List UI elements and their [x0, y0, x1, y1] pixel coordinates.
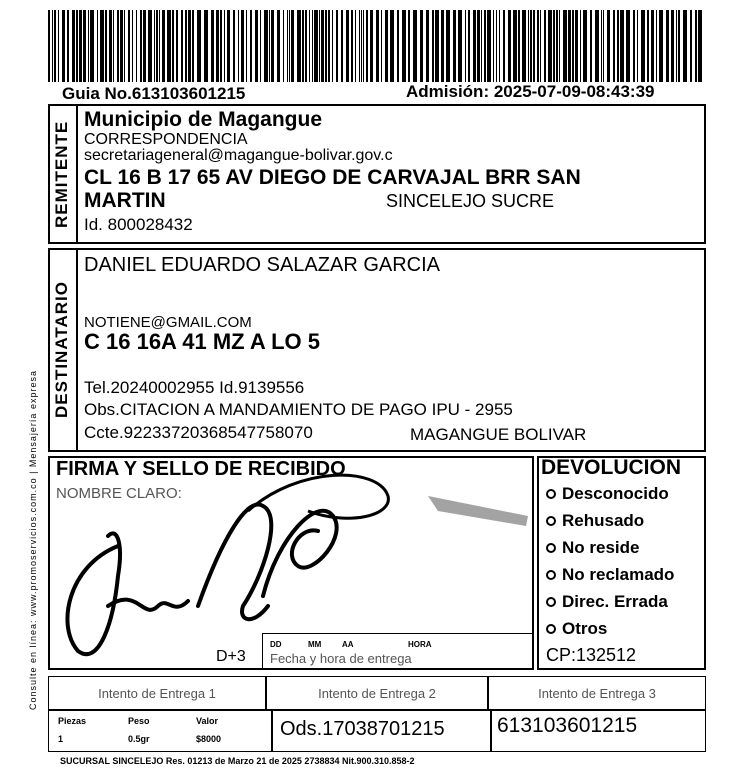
barcode-bar — [148, 10, 152, 82]
barcode-bar — [580, 10, 581, 82]
barcode-bar — [250, 10, 252, 82]
barcode-bar — [468, 10, 470, 82]
barcode-bar — [277, 10, 280, 82]
barcode-bar — [481, 10, 482, 82]
intento-1: Intento de Entrega 1 — [48, 676, 266, 710]
barcode-bar — [105, 10, 107, 82]
barcode-bar — [181, 10, 183, 82]
barcode-bar — [72, 10, 75, 82]
barcode-bar — [120, 10, 123, 82]
barcode-bar — [154, 10, 155, 82]
barcode-bar — [572, 10, 574, 82]
barcode-bar — [291, 10, 294, 82]
barcode-bar — [493, 10, 494, 82]
barcode-bar — [140, 10, 142, 82]
barcode-bar — [76, 10, 78, 82]
cp-code: CP:132512 — [546, 645, 637, 665]
side-info-text: Consulte en línea: www.promoservicios.com.co | Mensajería expresa — [28, 370, 38, 710]
barcode-bar — [185, 10, 187, 82]
barcode-bar — [83, 10, 86, 82]
barcode-bar — [641, 10, 645, 82]
barcode-bar — [271, 10, 274, 82]
barcode-bar — [100, 10, 104, 82]
barcode-bar — [575, 10, 578, 82]
barcode-bar — [297, 10, 301, 82]
piezas-label: Piezas — [58, 716, 87, 726]
barcode-bar — [432, 10, 434, 82]
barcode-bar — [617, 10, 619, 82]
barcode-bar — [533, 10, 535, 82]
barcode-bar — [332, 10, 333, 82]
barcode-bar — [224, 10, 225, 82]
barcode-bar — [477, 10, 480, 82]
barcode-bar — [227, 10, 230, 82]
barcode-bar — [698, 10, 702, 82]
barcode-bar — [97, 10, 98, 82]
barcode-bar — [637, 10, 638, 82]
barcode-bar — [128, 10, 130, 82]
barcode-bar — [666, 10, 669, 82]
barcode-bar — [402, 10, 406, 82]
barcode-bar — [241, 10, 244, 82]
barcode-bar — [603, 10, 604, 82]
barcode-bar — [197, 10, 201, 82]
barcode-bar — [651, 10, 654, 82]
barcode-bar — [124, 10, 125, 82]
date-label-dd: DD — [270, 640, 282, 649]
barcode-bar — [465, 10, 466, 82]
barcode-bar — [426, 10, 429, 82]
barcode-bar — [346, 10, 349, 82]
valor-value: $8000 — [196, 734, 222, 744]
intento-3: Intento de Entrega 3 — [488, 676, 706, 710]
devolucion-options — [546, 480, 704, 642]
barcode-bar — [159, 10, 160, 82]
destinatario-obs: Obs.CITACION A MANDAMIENTO DE PAGO IPU - 2955 — [84, 400, 513, 419]
barcode-bar — [659, 10, 663, 82]
peso-value: 0.5gr — [128, 734, 150, 744]
barcode-bar — [117, 10, 119, 82]
barcode-bar — [559, 10, 560, 82]
barcode-bar — [113, 10, 114, 82]
option-otros[interactable] — [546, 615, 704, 642]
barcode-bar — [363, 10, 364, 82]
barcode-bar — [136, 10, 137, 82]
barcode-bar — [683, 10, 687, 82]
barcode — [48, 10, 703, 82]
barcode-bar — [676, 10, 677, 82]
destinatario-address: C 16 16A 41 MZ A LO 5 — [84, 329, 320, 354]
barcode-bar — [553, 10, 555, 82]
barcode-bar — [283, 10, 284, 82]
bottom-divider-2 — [490, 710, 492, 752]
barcode-bar — [204, 10, 208, 82]
barcode-bar — [656, 10, 657, 82]
barcode-bar — [172, 10, 174, 82]
destinatario-ccte: Ccte.92233720368547758070 — [84, 423, 313, 442]
barcode-bar — [435, 10, 439, 82]
barcode-bar — [530, 10, 532, 82]
barcode-bar — [319, 10, 320, 82]
barcode-bar — [48, 10, 50, 82]
option-label: Rehusado — [562, 510, 645, 530]
date-label-mm: MM — [308, 640, 322, 649]
radio-icon — [546, 597, 556, 607]
ods-number: Ods.17038701215 — [280, 718, 445, 740]
option-label: Direc. Errada — [562, 591, 668, 611]
barcode-bar — [351, 10, 353, 82]
radio-icon — [546, 624, 556, 634]
barcode-bar — [544, 10, 546, 82]
barcode-bar — [314, 10, 318, 82]
barcode-bar — [289, 10, 290, 82]
barcode-bar — [233, 10, 235, 82]
barcode-bar — [390, 10, 394, 82]
barcode-bar — [601, 10, 602, 82]
barcode-bar — [132, 10, 133, 82]
destinatario-email: NOTIENE@GMAIL.COM — [84, 314, 252, 331]
radio-icon — [546, 543, 556, 553]
barcode-bar — [446, 10, 450, 82]
barcode-bar — [192, 10, 194, 82]
date-label-aa: AA — [342, 640, 354, 649]
remitente-name: Municipio de Magangue — [84, 108, 323, 131]
barcode-bar — [255, 10, 258, 82]
remitente-address-line2: MARTIN — [84, 189, 166, 212]
barcode-bar — [359, 10, 360, 82]
option-direc-errada[interactable] — [546, 588, 704, 615]
barcode-bar — [156, 10, 158, 82]
barcode-bar — [647, 10, 649, 82]
remitente-label: REMITENTE — [52, 120, 71, 228]
barcode-bar — [238, 10, 239, 82]
barcode-bar — [563, 10, 567, 82]
barcode-bar — [413, 10, 417, 82]
barcode-bar — [513, 10, 517, 82]
barcode-bar — [671, 10, 674, 82]
barcode-bar — [441, 10, 444, 82]
date-label-hora: HORA — [408, 640, 432, 649]
devolucion-title: DEVOLUCION — [541, 456, 682, 479]
option-label: No reside — [562, 537, 640, 557]
barcode-bar — [508, 10, 511, 82]
barcode-bar — [220, 10, 222, 82]
remitente-id: Id. 800028432 — [84, 215, 193, 234]
signature — [48, 456, 534, 670]
barcode-bar — [143, 10, 146, 82]
radio-icon — [546, 516, 556, 526]
barcode-bar — [355, 10, 356, 82]
barcode-bar — [613, 10, 615, 82]
barcode-bar — [260, 10, 261, 82]
barcode-bar — [67, 10, 69, 82]
remitente-divider — [76, 104, 78, 244]
option-rehusado[interactable] — [546, 507, 704, 534]
option-no-reside[interactable] — [546, 534, 704, 561]
barcode-bar — [88, 10, 89, 82]
barcode-bar — [678, 10, 680, 82]
barcode-bar — [487, 10, 491, 82]
option-label: Desconocido — [562, 483, 669, 503]
remitente-email: secretariageneral@magangue-bolivar.gov.c — [84, 147, 393, 164]
valor-label: Valor — [196, 716, 219, 726]
barcode-bar — [321, 10, 324, 82]
admision-timestamp: Admisión: 2025-07-09-08:43:39 — [406, 82, 655, 101]
footer-text: SUCURSAL SINCELEJO Res. 01213 de Marzo 21 de 2025 2738834 Nit.900.310.858-2 — [60, 756, 415, 766]
barcode-bar — [328, 10, 330, 82]
barcode-bar — [496, 10, 497, 82]
barcode-bar — [690, 10, 692, 82]
option-desconocido[interactable] — [546, 480, 704, 507]
piezas-value: 1 — [58, 734, 64, 744]
barcode-bar — [408, 10, 410, 82]
barcode-bar — [312, 10, 313, 82]
barcode-bar — [453, 10, 456, 82]
barcode-bar — [522, 10, 526, 82]
radio-icon — [546, 570, 556, 580]
barcode-bar — [381, 10, 382, 82]
barcode-bar — [167, 10, 171, 82]
barcode-bar — [79, 10, 82, 82]
barcode-bar — [52, 10, 53, 82]
barcode-bar — [458, 10, 462, 82]
barcode-bar — [287, 10, 288, 82]
destinatario-name: DANIEL EDUARDO SALAZAR GARCIA — [84, 254, 441, 276]
barcode-bar — [216, 10, 219, 82]
option-label: Otros — [562, 618, 608, 638]
barcode-bar — [568, 10, 571, 82]
barcode-bar — [484, 10, 486, 82]
barcode-bar — [305, 10, 307, 82]
barcode-bar — [548, 10, 552, 82]
barcode-bar — [473, 10, 476, 82]
peso-label: Peso — [128, 716, 150, 726]
barcode-bar — [499, 10, 500, 82]
barcode-bar — [518, 10, 520, 82]
barcode-bar — [211, 10, 214, 82]
barcode-bar — [385, 10, 388, 82]
barcode-bar — [397, 10, 399, 82]
remitente-city: SINCELEJO SUCRE — [386, 191, 555, 211]
barcode-bar — [54, 10, 56, 82]
destinatario-divider — [76, 248, 78, 452]
barcode-bar — [626, 10, 630, 82]
barcode-bar — [595, 10, 599, 82]
barcode-bar — [58, 10, 59, 82]
barcode-bar — [62, 10, 65, 82]
barcode-bar — [556, 10, 558, 82]
barcode-bar — [607, 10, 610, 82]
destinatario-label: DESTINATARIO — [52, 281, 71, 419]
destinatario-tel: Tel.20240002955 Id.9139556 — [84, 378, 305, 397]
barcode-bar — [336, 10, 338, 82]
barcode-bar — [583, 10, 587, 82]
barcode-bar — [695, 10, 697, 82]
barcode-bar — [540, 10, 541, 82]
bottom-divider-1 — [271, 710, 273, 752]
barcode-bar — [537, 10, 539, 82]
barcode-bar — [420, 10, 423, 82]
barcode-bar — [246, 10, 247, 82]
remitente-address-line1: CL 16 B 17 65 AV DIEGO DE CARVAJAL BRR SAN — [84, 166, 581, 189]
barcode-bar — [325, 10, 327, 82]
barcode-bar — [90, 10, 94, 82]
barcode-bar — [361, 10, 362, 82]
guia-number-bottom: 613103601215 — [497, 714, 638, 737]
barcode-bar — [503, 10, 505, 82]
barcode-bar — [309, 10, 310, 82]
intento-2: Intento de Entrega 2 — [266, 676, 488, 710]
destinatario-city: MAGANGUE BOLIVAR — [410, 425, 587, 444]
barcode-bar — [341, 10, 343, 82]
barcode-bar — [162, 10, 165, 82]
barcode-bar — [366, 10, 368, 82]
barcode-bar — [633, 10, 635, 82]
barcode-bar — [109, 10, 112, 82]
barcode-bar — [376, 10, 379, 82]
barcode-bar — [302, 10, 304, 82]
guia-number-label: Guia No.613103601215 — [62, 84, 246, 103]
radio-icon — [546, 489, 556, 499]
barcode-bar — [269, 10, 270, 82]
barcode-bar — [188, 10, 191, 82]
barcode-bar — [264, 10, 268, 82]
option-label: No reclamado — [562, 564, 675, 584]
barcode-bar — [620, 10, 624, 82]
option-no-reclamado[interactable] — [546, 561, 704, 588]
barcode-bar — [370, 10, 373, 82]
d3-label: D+3 — [216, 648, 246, 665]
fecha-entrega-label: Fecha y hora de entrega — [270, 651, 412, 666]
barcode-bar — [590, 10, 592, 82]
remitente-line2: CORRESPONDENCIA — [84, 131, 248, 148]
nombre-claro-label: NOMBRE CLARO: — [56, 485, 182, 502]
recibido-title: FIRMA Y SELLO DE RECIBIDO — [56, 458, 346, 480]
barcode-bar — [528, 10, 529, 82]
barcode-bar — [176, 10, 178, 82]
